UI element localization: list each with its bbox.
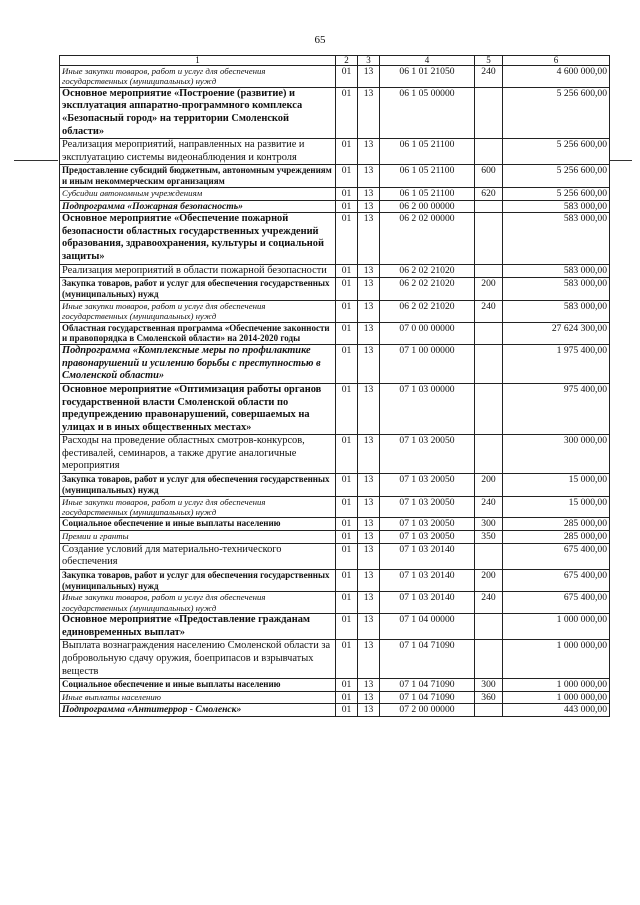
row-amount-cell: 285 000,00 <box>503 531 610 544</box>
row-code-cell: 07 1 04 71090 <box>380 691 475 704</box>
row-code-cell: 06 2 00 00000 <box>380 200 475 213</box>
header-cell: 2 <box>336 56 358 66</box>
row-subsection-cell: 13 <box>358 87 380 138</box>
row-name-cell: Закупка товаров, работ и услуг для обеспечения государственных (муниципальных) нужд <box>60 278 336 301</box>
row-section-cell: 01 <box>336 518 358 531</box>
row-name-cell: Основное мероприятие «Оптимизация работы органов государственной власти Смоленской области по предупреждению правонарушений, совершаемых на улицах и в иных общественных местах» <box>60 383 336 434</box>
row-subsection-cell: 13 <box>358 691 380 704</box>
row-amount-cell: 583 000,00 <box>503 213 610 264</box>
table-row <box>60 165 610 188</box>
table-row <box>60 496 610 518</box>
budget-table <box>59 55 610 717</box>
row-code-cell: 07 1 03 20140 <box>380 569 475 592</box>
row-amount-cell: 5 256 600,00 <box>503 139 610 165</box>
row-subsection-cell: 13 <box>358 569 380 592</box>
row-amount-cell: 285 000,00 <box>503 518 610 531</box>
row-name-cell: Социальное обеспечение и иные выплаты населению <box>60 679 336 692</box>
row-expense-type-cell <box>475 543 503 569</box>
row-section-cell: 01 <box>336 691 358 704</box>
row-amount-cell: 675 400,00 <box>503 569 610 592</box>
row-amount-cell: 15 000,00 <box>503 496 610 518</box>
row-section-cell: 01 <box>336 200 358 213</box>
page-number: 65 <box>314 34 326 46</box>
row-expense-type-cell <box>475 345 503 384</box>
row-expense-type-cell <box>475 435 503 474</box>
row-name-cell: Подпрограмма «Пожарная безопасность» <box>60 200 336 213</box>
row-code-cell: 06 2 02 21020 <box>380 300 475 322</box>
table-row <box>60 679 610 692</box>
row-subsection-cell: 13 <box>358 496 380 518</box>
table-row <box>60 531 610 544</box>
row-section-cell: 01 <box>336 345 358 384</box>
table-header-row <box>60 56 610 66</box>
row-subsection-cell: 13 <box>358 592 380 614</box>
table-row <box>60 383 610 434</box>
row-section-cell: 01 <box>336 87 358 138</box>
table-row <box>60 704 610 717</box>
row-code-cell: 06 1 01 21050 <box>380 66 475 88</box>
row-subsection-cell: 13 <box>358 213 380 264</box>
header-cell: 1 <box>60 56 336 66</box>
row-subsection-cell: 13 <box>358 704 380 717</box>
row-code-cell: 07 1 03 20050 <box>380 518 475 531</box>
table-row <box>60 543 610 569</box>
table-row <box>60 139 610 165</box>
row-section-cell: 01 <box>336 569 358 592</box>
row-code-cell: 07 1 03 20050 <box>380 496 475 518</box>
row-code-cell: 07 1 04 71090 <box>380 640 475 679</box>
row-section-cell: 01 <box>336 278 358 301</box>
row-amount-cell: 583 000,00 <box>503 278 610 301</box>
row-code-cell: 07 1 04 00000 <box>380 614 475 640</box>
row-expense-type-cell: 200 <box>475 474 503 497</box>
row-subsection-cell: 13 <box>358 187 380 200</box>
row-expense-type-cell: 620 <box>475 187 503 200</box>
row-section-cell: 01 <box>336 383 358 434</box>
table-row <box>60 187 610 200</box>
row-section-cell: 01 <box>336 66 358 88</box>
row-amount-cell: 5 256 600,00 <box>503 165 610 188</box>
table-row <box>60 300 610 322</box>
row-amount-cell: 1 000 000,00 <box>503 614 610 640</box>
row-amount-cell: 5 256 600,00 <box>503 87 610 138</box>
row-expense-type-cell <box>475 640 503 679</box>
row-amount-cell: 443 000,00 <box>503 704 610 717</box>
row-amount-cell: 4 600 000,00 <box>503 66 610 88</box>
row-amount-cell: 1 000 000,00 <box>503 691 610 704</box>
row-code-cell: 07 1 03 00000 <box>380 383 475 434</box>
row-name-cell: Создание условий для материально-технического обеспечения <box>60 543 336 569</box>
row-section-cell: 01 <box>336 435 358 474</box>
row-expense-type-cell: 240 <box>475 300 503 322</box>
row-section-cell: 01 <box>336 300 358 322</box>
row-name-cell: Субсидии автономным учреждениям <box>60 187 336 200</box>
row-expense-type-cell: 600 <box>475 165 503 188</box>
row-expense-type-cell <box>475 704 503 717</box>
row-expense-type-cell: 200 <box>475 569 503 592</box>
row-name-cell: Областная государственная программа «Обеспечение законности и правопорядка в Смоленской области» на 2014-2020 годы <box>60 322 336 345</box>
row-subsection-cell: 13 <box>358 200 380 213</box>
table-row <box>60 435 610 474</box>
row-expense-type-cell <box>475 322 503 345</box>
row-section-cell: 01 <box>336 213 358 264</box>
row-section-cell: 01 <box>336 264 358 278</box>
row-subsection-cell: 13 <box>358 322 380 345</box>
row-code-cell: 07 1 03 20140 <box>380 592 475 614</box>
row-expense-type-cell <box>475 87 503 138</box>
header-cell: 5 <box>475 56 503 66</box>
row-expense-type-cell: 240 <box>475 66 503 88</box>
row-subsection-cell: 13 <box>358 543 380 569</box>
row-amount-cell: 1 000 000,00 <box>503 679 610 692</box>
row-subsection-cell: 13 <box>358 531 380 544</box>
table-row <box>60 474 610 497</box>
row-expense-type-cell: 240 <box>475 496 503 518</box>
row-amount-cell: 300 000,00 <box>503 435 610 474</box>
row-code-cell: 06 1 05 21100 <box>380 165 475 188</box>
row-section-cell: 01 <box>336 614 358 640</box>
row-code-cell: 07 1 03 20140 <box>380 543 475 569</box>
row-expense-type-cell: 300 <box>475 679 503 692</box>
table-row <box>60 614 610 640</box>
row-section-cell: 01 <box>336 165 358 188</box>
row-name-cell: Подпрограмма «Комплексные меры по профилактике правонарушений и усилению борьбы с преступностью в Смоленской области» <box>60 345 336 384</box>
row-code-cell: 06 1 05 21100 <box>380 139 475 165</box>
row-section-cell: 01 <box>336 704 358 717</box>
row-name-cell: Закупка товаров, работ и услуг для обеспечения государственных (муниципальных) нужд <box>60 569 336 592</box>
row-name-cell: Реализация мероприятий в области пожарной безопасности <box>60 264 336 278</box>
row-section-cell: 01 <box>336 187 358 200</box>
row-code-cell: 06 2 02 21020 <box>380 264 475 278</box>
row-name-cell: Социальное обеспечение и иные выплаты населению <box>60 518 336 531</box>
row-name-cell: Иные закупки товаров, работ и услуг для обеспечения государственных (муниципальных) нужд <box>60 66 336 88</box>
row-section-cell: 01 <box>336 679 358 692</box>
row-section-cell: 01 <box>336 322 358 345</box>
table-row <box>60 518 610 531</box>
table-row <box>60 691 610 704</box>
table-row <box>60 592 610 614</box>
row-name-cell: Подпрограмма «Антитеррор - Смоленск» <box>60 704 336 717</box>
row-name-cell: Закупка товаров, работ и услуг для обеспечения государственных (муниципальных) нужд <box>60 474 336 497</box>
row-code-cell: 07 0 00 00000 <box>380 322 475 345</box>
table-row <box>60 66 610 88</box>
row-expense-type-cell <box>475 614 503 640</box>
row-section-cell: 01 <box>336 592 358 614</box>
header-cell: 6 <box>503 56 610 66</box>
row-expense-type-cell <box>475 383 503 434</box>
table-row <box>60 345 610 384</box>
row-amount-cell: 1 000 000,00 <box>503 640 610 679</box>
row-subsection-cell: 13 <box>358 518 380 531</box>
row-amount-cell: 15 000,00 <box>503 474 610 497</box>
row-subsection-cell: 13 <box>358 383 380 434</box>
header-cell: 4 <box>380 56 475 66</box>
row-section-cell: 01 <box>336 496 358 518</box>
row-subsection-cell: 13 <box>358 435 380 474</box>
row-name-cell: Выплата вознаграждения населению Смоленской области за добровольную сдачу оружия, боеприпасов и взрывчатых веществ <box>60 640 336 679</box>
row-section-cell: 01 <box>336 139 358 165</box>
row-amount-cell: 675 400,00 <box>503 543 610 569</box>
row-code-cell: 07 2 00 00000 <box>380 704 475 717</box>
row-code-cell: 07 1 03 20050 <box>380 435 475 474</box>
row-subsection-cell: 13 <box>358 139 380 165</box>
table-row <box>60 322 610 345</box>
row-expense-type-cell: 200 <box>475 278 503 301</box>
row-section-cell: 01 <box>336 531 358 544</box>
table-row <box>60 264 610 278</box>
row-amount-cell: 27 624 300,00 <box>503 322 610 345</box>
row-amount-cell: 583 000,00 <box>503 264 610 278</box>
row-expense-type-cell <box>475 200 503 213</box>
row-amount-cell: 1 975 400,00 <box>503 345 610 384</box>
row-expense-type-cell: 360 <box>475 691 503 704</box>
row-expense-type-cell: 240 <box>475 592 503 614</box>
row-amount-cell: 583 000,00 <box>503 300 610 322</box>
row-amount-cell: 5 256 600,00 <box>503 187 610 200</box>
row-subsection-cell: 13 <box>358 264 380 278</box>
table-row <box>60 278 610 301</box>
table-row <box>60 569 610 592</box>
row-expense-type-cell <box>475 139 503 165</box>
row-amount-cell: 675 400,00 <box>503 592 610 614</box>
row-name-cell: Иные закупки товаров, работ и услуг для обеспечения государственных (муниципальных) нужд <box>60 496 336 518</box>
row-name-cell: Основное мероприятие «Обеспечение пожарной безопасности областных государственных учреждений образования, здравоохранения, культуры и социальной защиты» <box>60 213 336 264</box>
row-section-cell: 01 <box>336 543 358 569</box>
row-code-cell: 07 1 03 20050 <box>380 474 475 497</box>
table-row <box>60 87 610 138</box>
row-section-cell: 01 <box>336 640 358 679</box>
row-expense-type-cell <box>475 264 503 278</box>
row-subsection-cell: 13 <box>358 345 380 384</box>
row-name-cell: Реализация мероприятий, направленных на развитие и эксплуатацию системы видеонаблюдения и контроля <box>60 139 336 165</box>
row-name-cell: Основное мероприятие «Предоставление гражданам единовременных выплат» <box>60 614 336 640</box>
row-subsection-cell: 13 <box>358 165 380 188</box>
row-name-cell: Иные закупки товаров, работ и услуг для обеспечения государственных (муниципальных) нужд <box>60 592 336 614</box>
table-row <box>60 200 610 213</box>
row-name-cell: Основное мероприятие «Построение (развитие) и эксплуатация аппаратно-программного комплекса «Безопасный город» на территории Смоленской области» <box>60 87 336 138</box>
row-section-cell: 01 <box>336 474 358 497</box>
margin-mark-left <box>14 160 58 161</box>
row-amount-cell: 583 000,00 <box>503 200 610 213</box>
row-amount-cell: 975 400,00 <box>503 383 610 434</box>
row-code-cell: 06 2 02 21020 <box>380 278 475 301</box>
row-subsection-cell: 13 <box>358 614 380 640</box>
row-subsection-cell: 13 <box>358 640 380 679</box>
row-name-cell: Иные закупки товаров, работ и услуг для обеспечения государственных (муниципальных) нужд <box>60 300 336 322</box>
row-code-cell: 07 1 04 71090 <box>380 679 475 692</box>
header-cell: 3 <box>358 56 380 66</box>
table-row <box>60 213 610 264</box>
margin-mark-right <box>610 160 632 161</box>
row-expense-type-cell <box>475 213 503 264</box>
row-name-cell: Расходы на проведение областных смотров-конкурсов, фестивалей, семинаров, а также другие аналогичные мероприятия <box>60 435 336 474</box>
row-code-cell: 06 2 02 00000 <box>380 213 475 264</box>
row-code-cell: 07 1 00 00000 <box>380 345 475 384</box>
table-row <box>60 640 610 679</box>
row-subsection-cell: 13 <box>358 300 380 322</box>
row-name-cell: Премии и гранты <box>60 531 336 544</box>
row-subsection-cell: 13 <box>358 679 380 692</box>
row-name-cell: Предоставление субсидий бюджетным, автономным учреждениям и иным некоммерческим организациям <box>60 165 336 188</box>
row-subsection-cell: 13 <box>358 474 380 497</box>
row-subsection-cell: 13 <box>358 66 380 88</box>
row-expense-type-cell: 300 <box>475 518 503 531</box>
row-name-cell: Иные выплаты населению <box>60 691 336 704</box>
row-code-cell: 07 1 03 20050 <box>380 531 475 544</box>
row-subsection-cell: 13 <box>358 278 380 301</box>
row-code-cell: 06 1 05 21100 <box>380 187 475 200</box>
row-expense-type-cell: 350 <box>475 531 503 544</box>
row-code-cell: 06 1 05 00000 <box>380 87 475 138</box>
